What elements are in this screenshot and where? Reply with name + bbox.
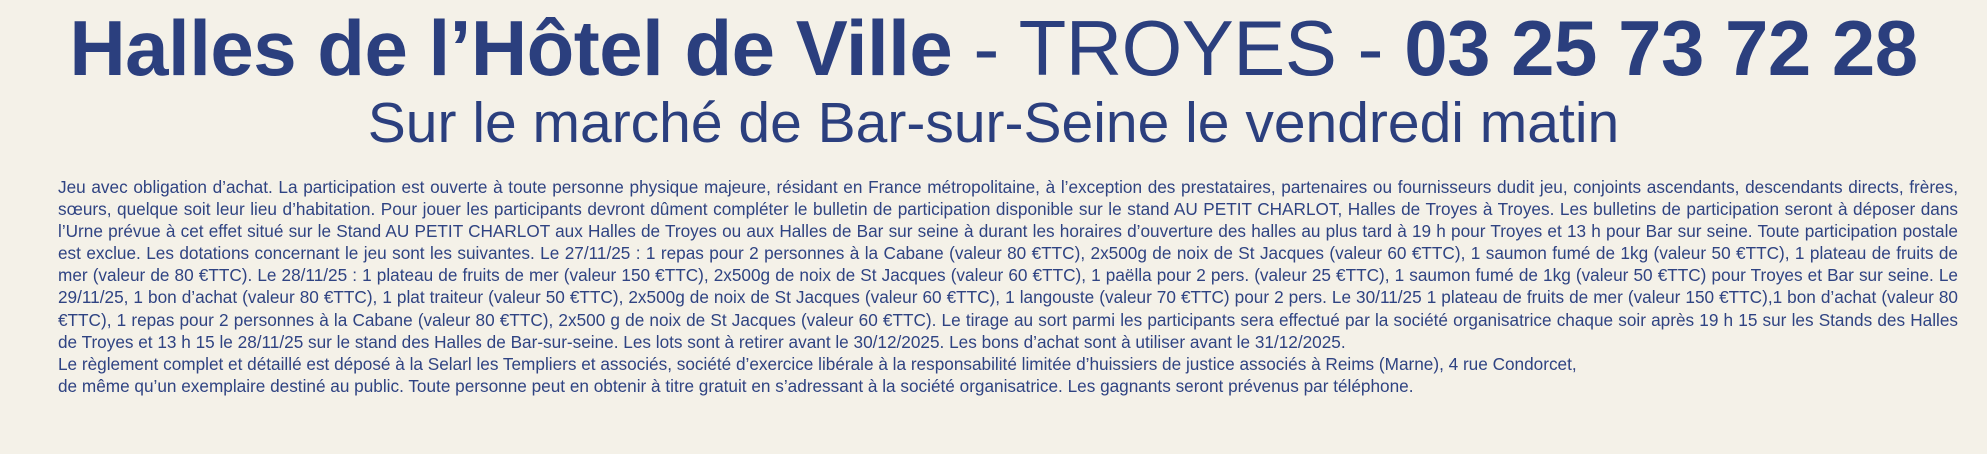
rules-paragraph-2-line-2: de même qu’un exemplaire destiné au public. Toute personne peut en obtenir à titre gratuit en s’adressant à la société organisatrice. Les gagnants seront prévenus par téléphone. [58, 375, 1414, 396]
subheading: Sur le marché de Bar-sur-Seine le vendredi matin [367, 91, 1620, 155]
phone-number: 03 25 73 72 28 [1404, 4, 1918, 92]
legal-rules [58, 176, 1958, 397]
venue-name: Halles de l’Hôtel de Ville [69, 4, 953, 92]
city-name: TROYES [1018, 4, 1337, 92]
headline [0, 2, 1987, 94]
separator: - [952, 4, 1019, 92]
rules-paragraph-1: Jeu avec obligation d’achat. La participation est ouverte à toute personne physique majeure, résidant en France métropolitaine, à l’exception des prestataires, partenaires ou fournisseurs dudit jeu, conjoints ascendants, descendants directs, frères, sœurs, quelque soit leur lieu d’habitation. Pour jouer les participants devront dûment compléter le bulletin de participation disponible sur le stand AU PETIT CHARLOT, Halles de Troyes à Troyes. Les bulletins de participation seront à déposer dans l’Urne prévue à cet effet situé sur le Stand AU PETIT CHARLOT aux Halles de Troyes ou aux Halles de Bar sur seine à durant les horaires d’ouverture des halles au plus tard à 19 h pour Troyes et 13 h pour Bar sur seine. Toute participation postale est exclue. Les dotations concernant le jeu sont les suivantes. Le 27/11/25 : 1 repas pour 2 personnes à la Cabane (valeur 80 €TTC), 2x500g de noix de St Jacques (valeur 60 €TTC), 1 saumon fumé de 1kg (valeur 50 €TTC), 1 plateau de fruits de mer (valeur de 80 €TTC). Le 28/11/25 : 1 plateau de fruits de mer (valeur 150 €TTC), 2x500g de noix de St Jacques (valeur 60 €TTC), 1 paëlla pour 2 pers. (valeur 25 €TTC), 1 saumon fumé de 1kg (valeur 50 €TTC) pour Troyes et Bar sur seine. Le 29/11/25, 1 bon d’achat (valeur 80 €TTC), 1 plat traiteur (valeur 50 €TTC), 2x500g de noix de St Jacques (valeur 60 €TTC), 1 langouste (valeur 70 €TTC) pour 2 pers. Le 30/11/25 1 plateau de fruits de mer (valeur 150 €TTC),1 bon d’achat (valeur 80 €TTC), 1 repas pour 2 personnes à la Cabane (valeur 80 €TTC), 2x500 g de noix de St Jacques (valeur 60 €TTC). Le tirage au sort parmi les participants sera effectué par la société organisatrice chaque soir après 19 h 15 sur les Stands des Halles de Troyes et 13 h 15 le 28/11/25 sur le stand des Halles de Bar-sur-seine. Les lots sont à retirer avant le 30/12/2025. Les bons d’achat sont à utiliser avant le 31/12/2025. [58, 177, 1958, 352]
rules-paragraph-2-line-1: Le règlement complet et détaillé est déposé à la Selarl les Templiers et associés, société d’exercice libérale à la responsabilité limitée d’huissiers de justice associés à Reims (Marne), 4 rue Condorcet, [58, 353, 1577, 374]
separator: - [1336, 4, 1405, 92]
